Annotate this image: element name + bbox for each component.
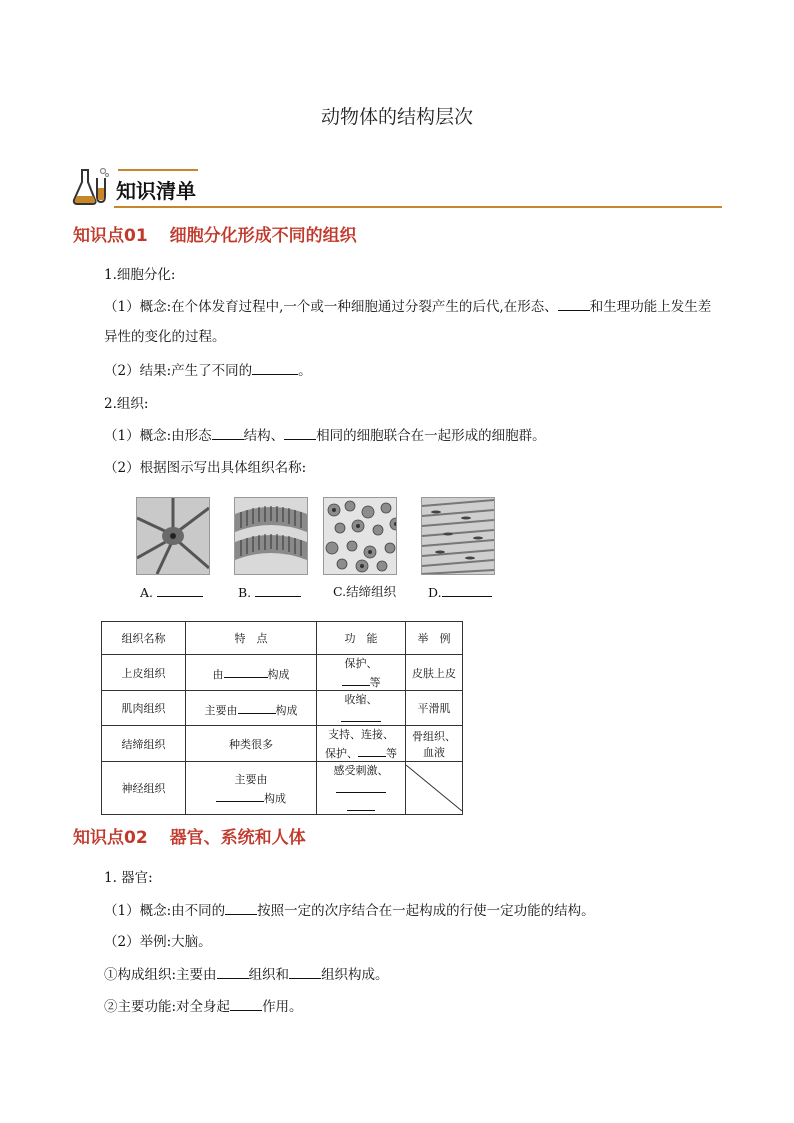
- organ-tissues: ①构成组织:主要由 组织和 组织构成。: [104, 964, 389, 985]
- organ-example: （2）举例:大脑。: [104, 934, 212, 950]
- header-cell: 举 例: [406, 622, 463, 655]
- kp1-number: 知识点01: [73, 226, 148, 246]
- fill-blank[interactable]: [336, 778, 386, 793]
- fill-blank[interactable]: [230, 996, 262, 1011]
- epithelial-tissue-image: [234, 497, 308, 575]
- diagonal-empty-cell: [406, 762, 463, 815]
- organ-concept: （1）概念:由不同的 按照一定的次序结合在一起构成的行使一定功能的结构。: [104, 900, 595, 921]
- table-row: 肌肉组织 主要由 构成 收缩、 平滑肌: [102, 691, 463, 726]
- table-header-row: [102, 622, 463, 655]
- connective-tissue-image: [323, 497, 397, 575]
- page-title: 动物体的结构层次: [320, 106, 473, 128]
- s2-heading: 2.组织:: [104, 396, 149, 412]
- fill-blank[interactable]: [358, 742, 386, 757]
- fill-blank[interactable]: [238, 699, 276, 714]
- caption-d: D.: [428, 582, 492, 600]
- banner-accent-line: [118, 169, 198, 171]
- kp2-title: 器官、系统和人体: [169, 828, 306, 848]
- fill-blank[interactable]: [341, 707, 381, 722]
- caption-b: B.: [238, 582, 301, 600]
- muscle-tissue-image: [421, 497, 495, 575]
- knowledge-point-2: [73, 823, 306, 848]
- fill-blank[interactable]: [157, 582, 203, 597]
- s1-concept: （1）概念:在个体发育过程中,一个或一种细胞通过分裂产生的后代,在形态、 和生理功能上发生差异性的变化的过程。: [104, 292, 724, 352]
- table-row: 结缔组织 种类很多 支持、连接、 保护、 等 骨组织、 血液: [102, 726, 463, 762]
- s1-result: （2）结果:产生了不同的 。: [104, 360, 312, 381]
- caption-a: A.: [140, 582, 203, 600]
- flask-icon: [70, 166, 110, 206]
- kp2-number: 知识点02: [73, 828, 148, 848]
- table-row: 上皮组织 由 构成 保护、 等 皮肤上皮: [102, 655, 463, 691]
- s2-concept: （1）概念:由形态 结构、 相同的细胞联合在一起形成的细胞群。: [104, 425, 546, 446]
- caption-c: C.结缔组织: [333, 584, 397, 599]
- section-banner: [70, 164, 722, 210]
- fill-blank[interactable]: [225, 900, 257, 915]
- header-cell: 功 能: [317, 622, 406, 655]
- header-cell: 特 点: [186, 622, 317, 655]
- fill-blank[interactable]: [284, 425, 316, 440]
- fill-blank[interactable]: [212, 425, 244, 440]
- fill-blank[interactable]: [558, 296, 590, 311]
- header-cell: 组织名称: [102, 622, 186, 655]
- fill-blank[interactable]: [217, 964, 249, 979]
- fill-blank[interactable]: [347, 796, 375, 811]
- tissue-table: [101, 621, 463, 815]
- fill-blank[interactable]: [216, 787, 264, 802]
- fill-blank[interactable]: [289, 964, 321, 979]
- kp1-title: 细胞分化形成不同的组织: [169, 226, 357, 246]
- banner-rule: [114, 206, 722, 208]
- fill-blank[interactable]: [252, 360, 298, 375]
- fill-blank[interactable]: [255, 582, 301, 597]
- fill-blank[interactable]: [224, 663, 268, 678]
- s1-heading: 1.细胞分化:: [104, 267, 176, 283]
- organ-heading: 1. 器官:: [104, 870, 153, 886]
- nerve-tissue-image: [136, 497, 210, 575]
- organ-function: ②主要功能:对全身起 作用。: [104, 996, 303, 1017]
- fill-blank[interactable]: [342, 671, 370, 686]
- s2-instruction: （2）根据图示写出具体组织名称:: [104, 460, 307, 476]
- table-row: 神经组织 主要由 构成 感受刺激、: [102, 762, 463, 815]
- fill-blank[interactable]: [442, 582, 492, 597]
- knowledge-point-1: [73, 221, 357, 246]
- banner-title: 知识清单: [116, 179, 196, 203]
